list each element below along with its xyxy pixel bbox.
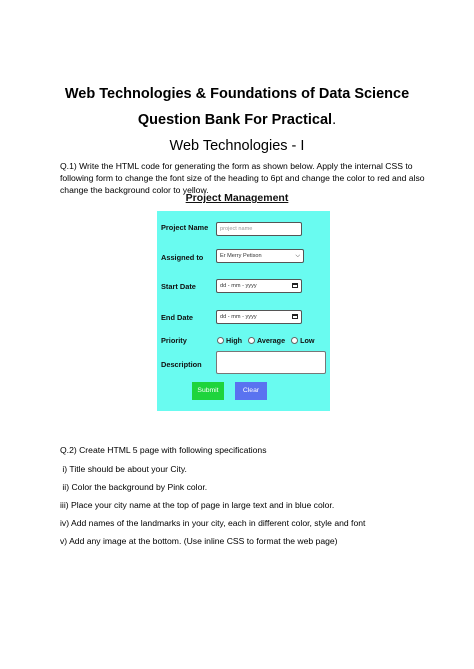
end-date-label: End Date [161, 313, 194, 322]
q2-item-4: iv) Add names of the landmarks in your city, each in different color, style and font [60, 518, 366, 528]
priority-radio-group [217, 336, 318, 345]
calendar-icon[interactable] [292, 314, 298, 319]
submit-button[interactable]: Submit [192, 382, 224, 400]
project-name-input[interactable] [216, 222, 302, 236]
subtitle-period: . [332, 112, 337, 128]
project-name-placeholder: project name [220, 226, 253, 232]
clear-button[interactable]: Clear [235, 382, 267, 400]
priority-radio-high[interactable] [217, 337, 224, 344]
start-date-label: Start Date [161, 282, 196, 291]
start-date-input[interactable] [216, 279, 302, 293]
end-date-value: dd - mm - yyyy [220, 314, 257, 320]
priority-label: Priority [161, 336, 187, 345]
priority-label-low: Low [300, 336, 315, 345]
subtitle-text: Question Bank For Practical [137, 112, 333, 128]
section-title: Web Technologies - I [169, 138, 305, 154]
q1-line-2: following form to change the font size of the heading to 6pt and change the color to red and also [60, 173, 425, 183]
q2-heading: Q.2) Create HTML 5 page with following specifications [60, 445, 267, 455]
priority-label-average: Average [256, 336, 286, 345]
priority-label-high: High [226, 336, 242, 345]
q2-item-2: ii) Color the background by Pink color. [60, 482, 208, 492]
description-label: Description [161, 360, 202, 369]
end-date-input[interactable] [216, 310, 302, 324]
q2-item-1: i) Title should be about your City. [60, 464, 187, 474]
q1-line-1: Q.1) Write the HTML code for generating the form as shown below. Apply the internal CSS to [60, 161, 413, 171]
assigned-to-label: Assigned to [161, 253, 204, 262]
priority-radio-low[interactable] [291, 337, 298, 344]
q2-item-5: v) Add any image at the bottom. (Use inline CSS to format the web page) [60, 536, 338, 546]
description-textarea[interactable] [216, 351, 326, 374]
page-title: Web Technologies & Foundations of Data Science [64, 86, 410, 102]
assigned-to-value: Er Merry Petison [220, 253, 262, 259]
priority-radio-average[interactable] [248, 337, 255, 344]
q1-line-3: change the background color to yellow. [60, 185, 209, 195]
start-date-value: dd - mm - yyyy [220, 283, 257, 289]
chevron-down-icon: ⌵ [295, 253, 300, 259]
q2-item-3: iii) Place your city name at the top of page in large text and in blue color. [60, 500, 335, 510]
project-form [157, 211, 330, 411]
form-heading: Project Management [185, 192, 289, 204]
project-name-label: Project Name [161, 223, 209, 232]
page-subtitle [0, 112, 474, 128]
assigned-to-select[interactable] [216, 249, 304, 263]
calendar-icon[interactable] [292, 283, 298, 288]
